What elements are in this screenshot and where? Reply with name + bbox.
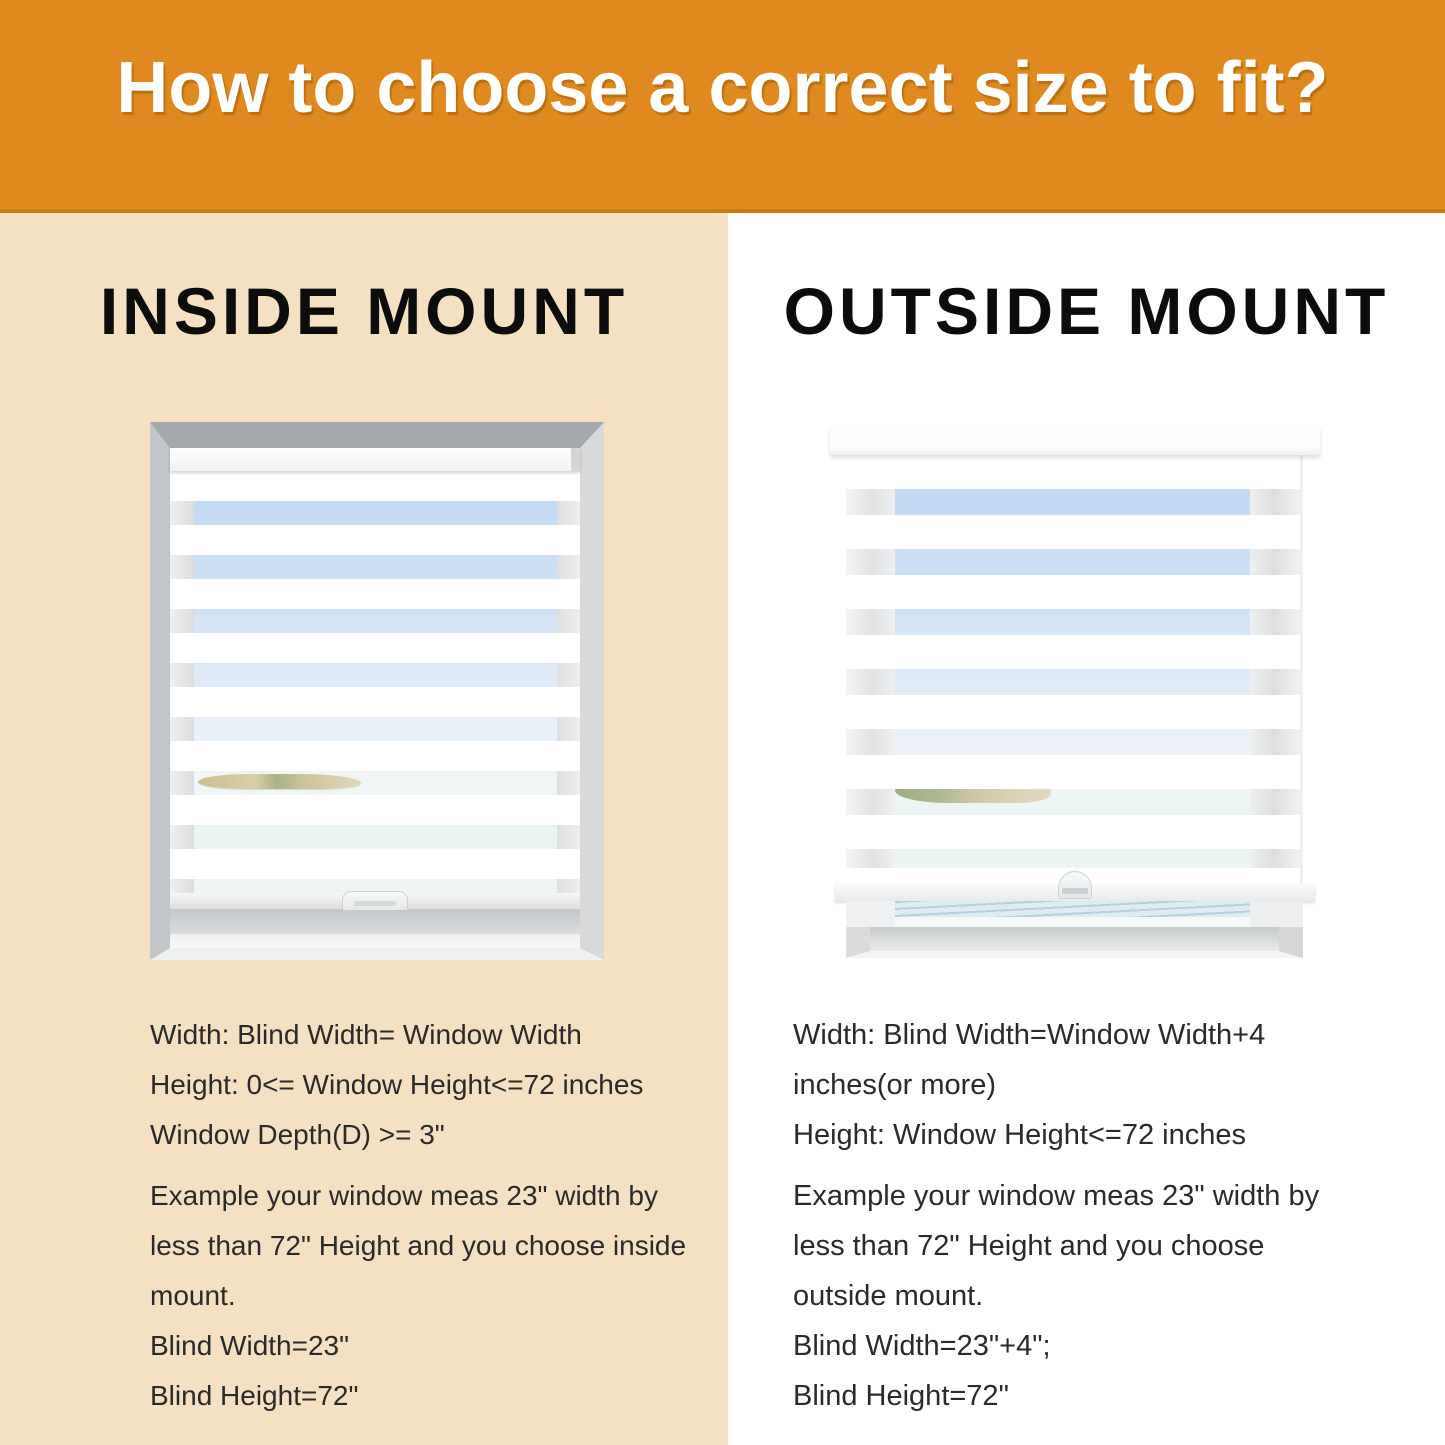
window-frame-post-left-lower — [846, 901, 895, 927]
window-frame-bottom-bar — [895, 917, 1250, 927]
window-bottom-frame — [846, 901, 1303, 958]
spec-line-depth: Window Depth(D) >= 3" — [150, 1119, 445, 1150]
spec-line-height: Height: 0<= Window Height<=72 inches — [150, 1069, 644, 1100]
example-blind-height: Blind Height=72" — [150, 1380, 359, 1411]
outside-mount-panel — [728, 213, 1445, 1445]
inside-mount-panel — [0, 213, 728, 1445]
outside-example-block — [793, 1171, 1338, 1421]
blind-headrail — [170, 448, 580, 471]
spec-line-width: Width: Blind Width=Window Width+4 inches(or more) — [793, 1019, 1266, 1101]
blind-handle — [1058, 871, 1092, 899]
window-sill — [846, 927, 1303, 958]
example-paragraph: Example your window meas 23" width by less than 72" Height and you choose inside mount. — [150, 1180, 687, 1311]
inside-spec-list — [150, 1010, 710, 1160]
outside-mount-heading: OUTSIDE MOUNT — [783, 274, 1390, 348]
zebra-blind-stripes — [170, 471, 580, 893]
inside-mount-window-illustration — [150, 422, 604, 960]
inside-mount-heading: INSIDE MOUNT — [99, 274, 629, 348]
header-banner — [0, 0, 1445, 213]
window-recess-floor — [170, 910, 580, 934]
window-frame-post-right-lower — [1250, 901, 1303, 927]
inside-example-block — [150, 1171, 710, 1421]
window-sill — [170, 934, 580, 948]
blind-headrail — [830, 427, 1320, 455]
example-blind-width: Blind Width=23" — [150, 1330, 350, 1361]
header-title: How to choose a correct size to fit? — [116, 48, 1329, 128]
example-paragraph: Example your window meas 23" width by less than 72" Height and you choose outside mount. — [793, 1180, 1320, 1312]
example-blind-height: Blind Height=72" — [793, 1380, 1009, 1412]
outside-mount-window-illustration — [830, 427, 1320, 958]
spec-line-height: Height: Window Height<=72 inches — [793, 1119, 1246, 1151]
zebra-blind-stripes — [845, 455, 1300, 868]
example-blind-width: Blind Width=23"+4"; — [793, 1330, 1051, 1362]
spec-line-width: Width: Blind Width= Window Width — [150, 1019, 582, 1050]
outside-spec-list — [793, 1010, 1338, 1160]
sea-view — [895, 901, 1250, 917]
